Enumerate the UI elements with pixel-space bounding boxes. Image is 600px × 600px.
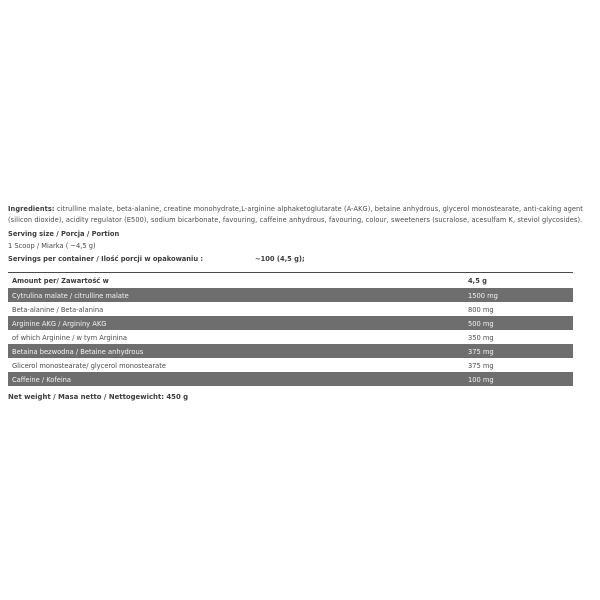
serving-size-label: Serving size / Porcja / Portion [8, 230, 120, 239]
net-weight-line: Net weight / Masa netto / Nettogewicht: 450 g [8, 393, 189, 402]
serving-size-value: 1 Scoop / Miarka ( ~4,5 g) [8, 242, 96, 251]
table-row [8, 302, 573, 316]
row-nutrient-name: Beta-alanine / Beta-alanina [12, 305, 104, 314]
header-amount-value: 4,5 g [468, 277, 487, 286]
table-row [8, 372, 573, 386]
header-amount-label: Amount per/ Zawartość w [12, 277, 109, 286]
row-nutrient-name: Glicerol monostearate/ glycerol monostearate [12, 361, 166, 370]
nutrition-table-header [8, 272, 573, 288]
row-nutrient-value: 500 mg [468, 319, 494, 328]
table-row [8, 330, 573, 344]
supplement-label [8, 204, 590, 401]
row-nutrient-value: 350 mg [468, 333, 494, 342]
servings-per-container-value: ~100 (4,5 g); [255, 255, 305, 264]
table-row [8, 288, 573, 302]
table-row [8, 344, 573, 358]
row-nutrient-value: 1500 mg [468, 291, 498, 300]
row-nutrient-value: 375 mg [468, 347, 494, 356]
nutrition-table [8, 272, 573, 386]
row-nutrient-name: Cytrulina malate / citrulline malate [12, 291, 129, 300]
row-nutrient-value: 375 mg [468, 361, 494, 370]
servings-per-container-label: Servings per container / Ilość porcji w opakowaniu : [8, 255, 204, 264]
row-nutrient-name: of which Arginine / w tym Arginina [12, 333, 127, 342]
servings-per-container-line [8, 254, 590, 265]
ingredients-paragraph [8, 204, 590, 225]
table-row [8, 316, 573, 330]
ingredients-label: Ingredients: [8, 205, 55, 213]
ingredients-text: citrulline malate, beta-alanine, creatine monohydrate,L-arginine alphaketoglutarate (A-AKG), betaine anhydrous, glycerol monostearate, anti-caking agent (silicon dioxide), acidity regulator (E500), sodium bicarbonate, favouring, caffeine anhydrous, favouring, colour, sweeteners (sucralose, acesulfam K, steviol glycosides). [8, 205, 583, 224]
row-nutrient-value: 800 mg [468, 305, 494, 314]
row-nutrient-name: Betaina bezwodna / Betaine anhydrous [12, 347, 144, 356]
row-nutrient-name: Arginine AKG / Argininy AKG [12, 319, 107, 328]
row-nutrient-value: 100 mg [468, 375, 494, 384]
row-nutrient-name: Caffeine / Kofeina [12, 375, 72, 384]
table-row [8, 358, 573, 372]
